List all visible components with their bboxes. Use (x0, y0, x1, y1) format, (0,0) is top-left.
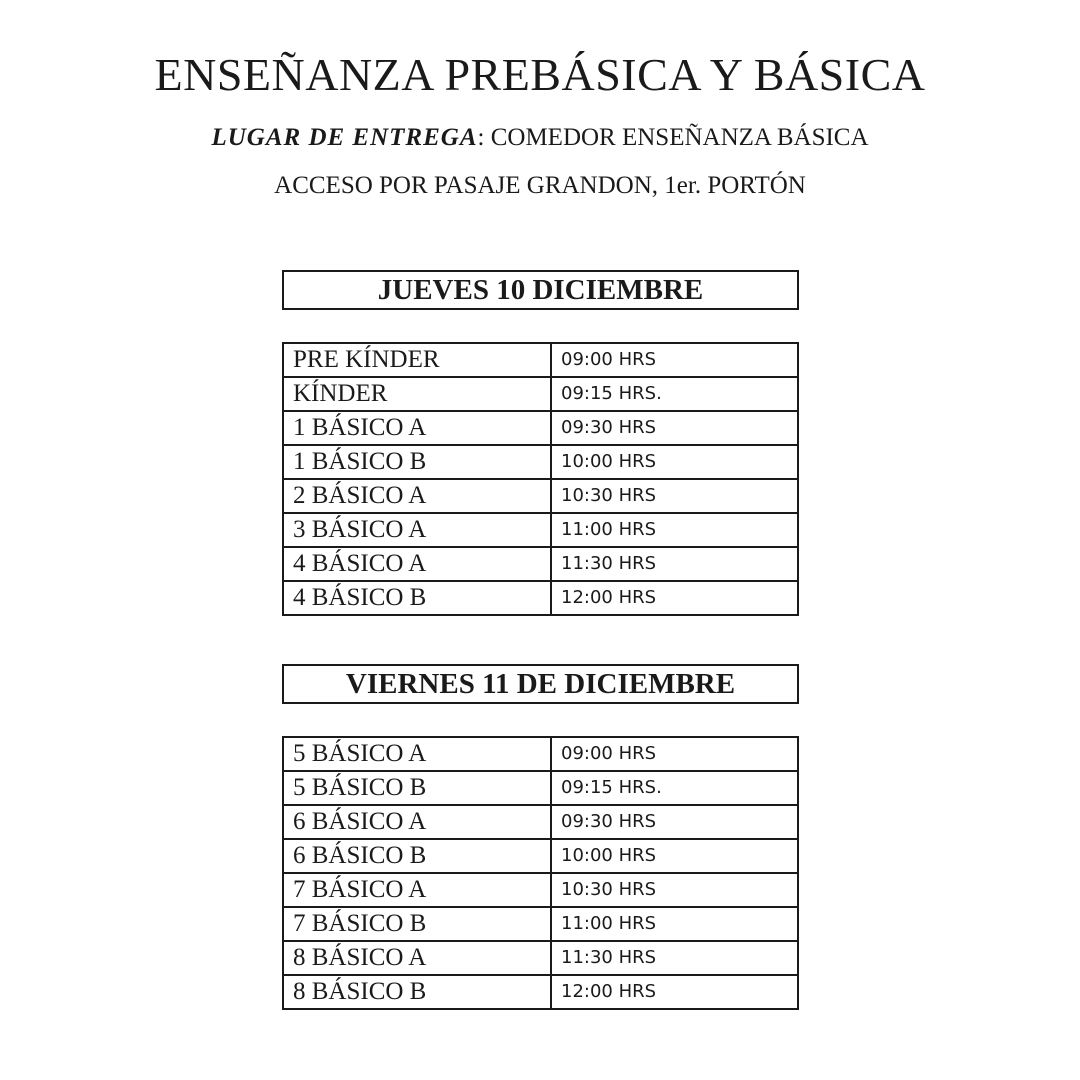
table-row (283, 839, 798, 873)
time-cell: 09:15 HRS. (551, 377, 798, 411)
grade-cell: 6 BÁSICO B (283, 839, 551, 873)
grade-cell: 8 BÁSICO B (283, 975, 551, 1009)
table-row (283, 907, 798, 941)
grade-cell: 4 BÁSICO B (283, 581, 551, 615)
grade-cell: 3 BÁSICO A (283, 513, 551, 547)
day-heading-thursday: JUEVES 10 DICIEMBRE (282, 270, 799, 310)
grade-cell: PRE KÍNDER (283, 343, 551, 377)
table-row (283, 581, 798, 615)
grade-cell: 2 BÁSICO A (283, 479, 551, 513)
delivery-location (0, 123, 1080, 153)
grade-cell: 7 BÁSICO A (283, 873, 551, 907)
grade-cell: 5 BÁSICO B (283, 771, 551, 805)
table-row (283, 805, 798, 839)
delivery-label: LUGAR DE ENTREGA (211, 124, 478, 151)
time-cell: 11:00 HRS (551, 513, 798, 547)
time-cell: 09:15 HRS. (551, 771, 798, 805)
table-row (283, 771, 798, 805)
table-row (283, 737, 798, 771)
table-row (283, 513, 798, 547)
grade-cell: 1 BÁSICO A (283, 411, 551, 445)
table-row (283, 377, 798, 411)
grade-cell: KÍNDER (283, 377, 551, 411)
time-cell: 11:00 HRS (551, 907, 798, 941)
page-title: ENSEÑANZA PREBÁSICA Y BÁSICA (154, 49, 926, 100)
time-cell: 11:30 HRS (551, 941, 798, 975)
time-cell: 09:00 HRS (551, 343, 798, 377)
grade-cell: 4 BÁSICO A (283, 547, 551, 581)
table-row (283, 343, 798, 377)
time-cell: 10:30 HRS (551, 873, 798, 907)
time-cell: 09:30 HRS (551, 805, 798, 839)
table-row (283, 547, 798, 581)
grade-cell: 7 BÁSICO B (283, 907, 551, 941)
table-row (283, 479, 798, 513)
delivery-separator: : (477, 124, 491, 151)
time-cell: 10:30 HRS (551, 479, 798, 513)
time-cell: 10:00 HRS (551, 839, 798, 873)
schedule-table-thursday (282, 342, 799, 616)
grade-cell: 1 BÁSICO B (283, 445, 551, 479)
time-cell: 09:30 HRS (551, 411, 798, 445)
time-cell: 10:00 HRS (551, 445, 798, 479)
day-heading-friday: VIERNES 11 DE DICIEMBRE (282, 664, 799, 704)
table-row (283, 411, 798, 445)
grade-cell: 5 BÁSICO A (283, 737, 551, 771)
time-cell: 09:00 HRS (551, 737, 798, 771)
time-cell: 12:00 HRS (551, 581, 798, 615)
time-cell: 11:30 HRS (551, 547, 798, 581)
table-row (283, 941, 798, 975)
delivery-place: COMEDOR ENSEÑANZA BÁSICA (490, 124, 869, 151)
table-row (283, 975, 798, 1009)
grade-cell: 8 BÁSICO A (283, 941, 551, 975)
grade-cell: 6 BÁSICO A (283, 805, 551, 839)
table-row (283, 445, 798, 479)
access-note: ACCESO POR PASAJE GRANDON, 1er. PORTÓN (274, 172, 806, 199)
table-row (283, 873, 798, 907)
schedule-table-friday (282, 736, 799, 1010)
time-cell: 12:00 HRS (551, 975, 798, 1009)
